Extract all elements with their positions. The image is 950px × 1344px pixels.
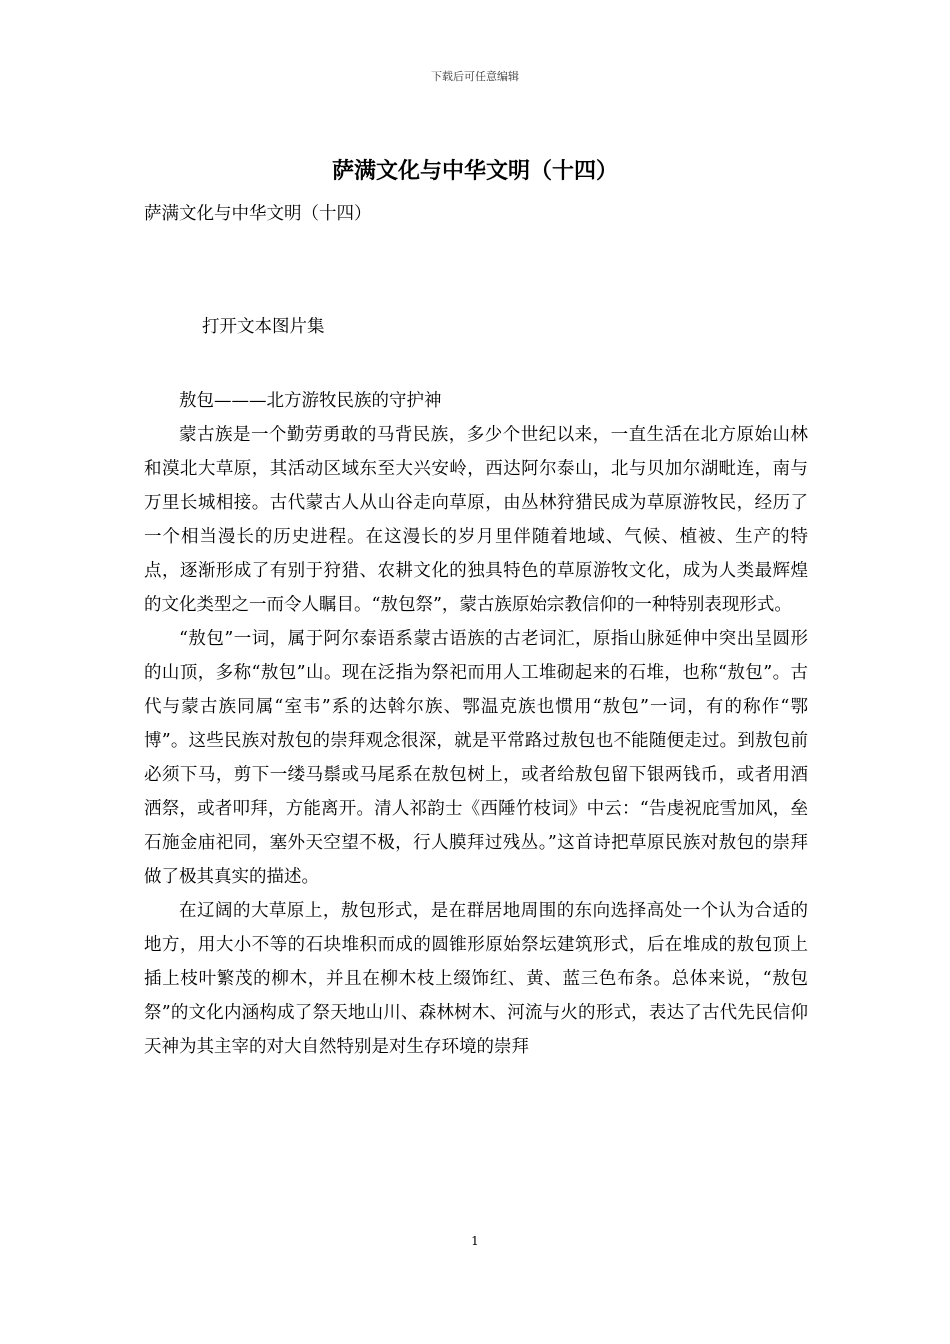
header-note: 下载后可任意编辑 [431, 70, 519, 83]
document-body [144, 384, 808, 1064]
gallery-link[interactable]: 打开文本图片集 [202, 317, 325, 337]
section-heading: 敖包———北方游牧民族的守护神 [179, 391, 442, 411]
page-number: 1 [471, 1234, 479, 1248]
body-paragraph: 在辽阔的大草原上，敖包形式，是在群居地周围的东向选择高处一个认为合适的地方，用大小不等的石块堆积而成的圆锥形原始祭坛建筑形式，后在堆成的敖包顶上插上枝叶繁茂的柳木，并且在柳木枝上缀饰红、黄、蓝三色布条。总体来说，“敖包祭”的文化内涵构成了祭天地山川、森林树木、河流与火的形式，表达了古代先民信仰天神为其主宰的对大自然特别是对生存环境的崇拜 [144, 901, 808, 1057]
document-title: 萨满文化与中华文明（十四） [331, 158, 618, 184]
body-paragraph: “敖包”一词，属于阿尔泰语系蒙古语族的古老词汇，原指山脉延伸中突出呈圆形的山顶，多称“敖包”山。现在泛指为祭祀而用人工堆砌起来的石堆，也称“敖包”。古代与蒙古族同属“室韦”系的达斡尔族、鄂温克族也惯用“敖包”一词，有的称作“鄂博”。这些民族对敖包的崇拜观念很深，就是平常路过敖包也不能随便走过。到敖包前必须下马，剪下一缕马鬃或马尾系在敖包树上，或者给敖包留下银两钱币，或者用酒洒祭，或者叩拜，方能离开。清人祁韵士《西陲竹枝词》中云：“告虔祝庇雪加风，垒石施金庙祀同，塞外天空望不极，行人膜拜过残丛。”这首诗把草原民族对敖包的崇拜做了极其真实的描述。 [144, 629, 808, 887]
document-subtitle: 萨满文化与中华文明（十四） [144, 204, 372, 224]
body-paragraph: 蒙古族是一个勤劳勇敢的马背民族，多少个世纪以来，一直生活在北方原始山林和漠北大草原，其活动区域东至大兴安岭，西达阿尔泰山，北与贝加尔湖毗连，南与万里长城相接。古代蒙古人从山谷走向草原，由丛林狩猎民成为草原游牧民，经历了一个相当漫长的历史进程。在这漫长的岁月里伴随着地域、气候、植被、生产的特点，逐渐形成了有别于狩猎、农耕文化的独具特色的草原游牧文化，成为人类最辉煌的文化类型之一而令人瞩目。“敖包祭”，蒙古族原始宗教信仰的一种特别表现形式。 [144, 425, 808, 615]
